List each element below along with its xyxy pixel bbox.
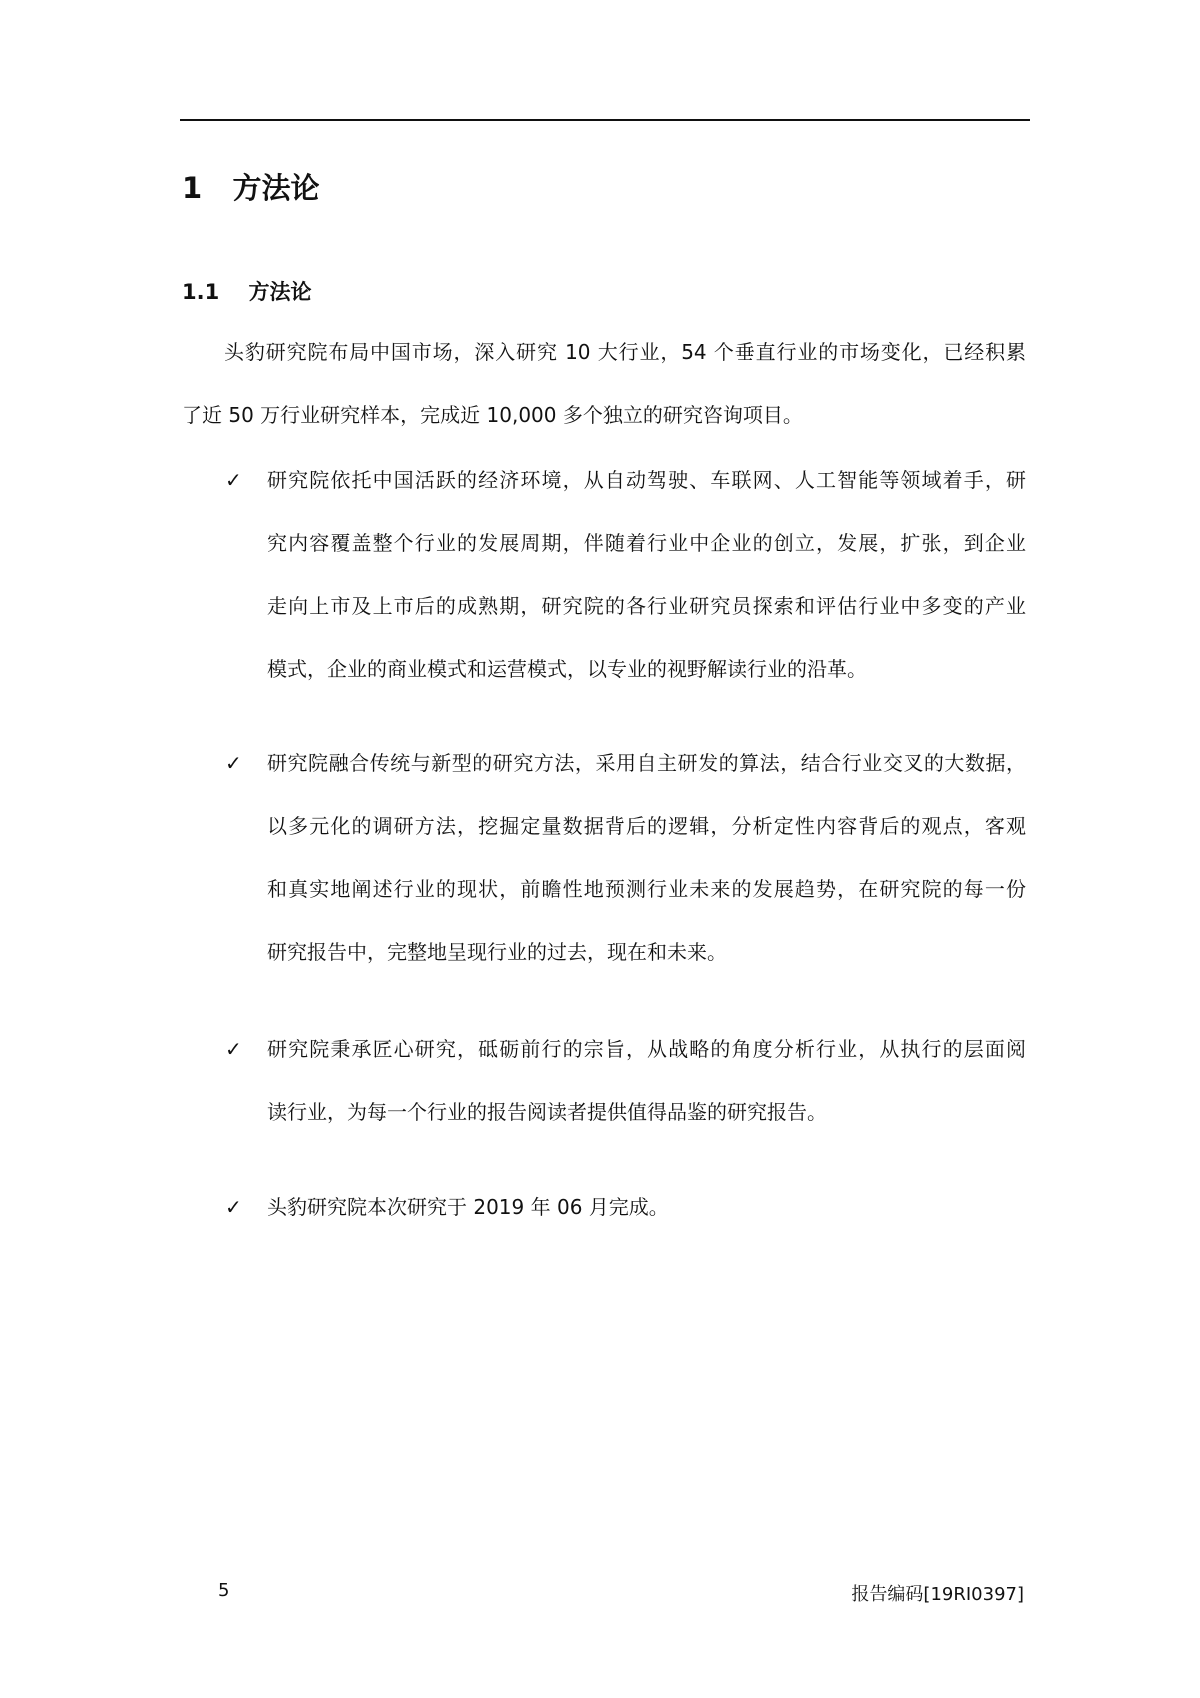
bullet-line: 研究院融合传统与新型的研究方法，采用自主研发的算法，结合行业交叉的大数据，: [267, 751, 1026, 775]
check-icon: ✓: [225, 1037, 242, 1061]
bullet-line: 头豹研究院本次研究于 2019 年 06 月完成。: [267, 1195, 669, 1219]
bullet-line: 模式，企业的商业模式和运营模式，以专业的视野解读行业的沿革。: [267, 657, 867, 681]
bullet-line: 研究院依托中国活跃的经济环境，从自动驾驶、车联网、人工智能等领域着手，研: [267, 468, 1026, 492]
check-icon: ✓: [225, 751, 242, 775]
check-icon: ✓: [225, 1195, 242, 1219]
bullet-line: 和真实地阐述行业的现状，前瞻性地预测行业未来的发展趋势，在研究院的每一份: [267, 877, 1026, 901]
check-icon: ✓: [225, 468, 242, 492]
header-rule: [180, 119, 1030, 121]
intro-line: 头豹研究院布局中国市场，深入研究 10 大行业，54 个垂直行业的市场变化，已经积累: [224, 340, 1026, 364]
section-heading: 1 方法论: [182, 171, 320, 205]
bullet-line: 究内容覆盖整个行业的发展周期，伴随着行业中企业的创立，发展，扩张，到企业: [267, 531, 1026, 555]
bullet-line: 以多元化的调研方法，挖掘定量数据背后的逻辑，分析定性内容背后的观点，客观: [267, 814, 1026, 838]
bullet-line: 研究报告中，完整地呈现行业的过去，现在和未来。: [267, 940, 727, 964]
page-number: 5: [218, 1580, 230, 1601]
bullet-line: 研究院秉承匠心研究，砥砺前行的宗旨，从战略的角度分析行业，从执行的层面阅: [267, 1037, 1026, 1061]
report-code: 报告编码[19RI0397]: [851, 1584, 1024, 1605]
bullet-line: 读行业，为每一个行业的报告阅读者提供值得品鉴的研究报告。: [267, 1100, 827, 1124]
intro-line: 了近 50 万行业研究样本，完成近 10,000 多个独立的研究咨询项目。: [182, 403, 803, 427]
bullet-line: 走向上市及上市后的成熟期，研究院的各行业研究员探索和评估行业中多变的产业: [267, 594, 1026, 618]
subsection-heading: 1.1 方法论: [182, 280, 312, 304]
